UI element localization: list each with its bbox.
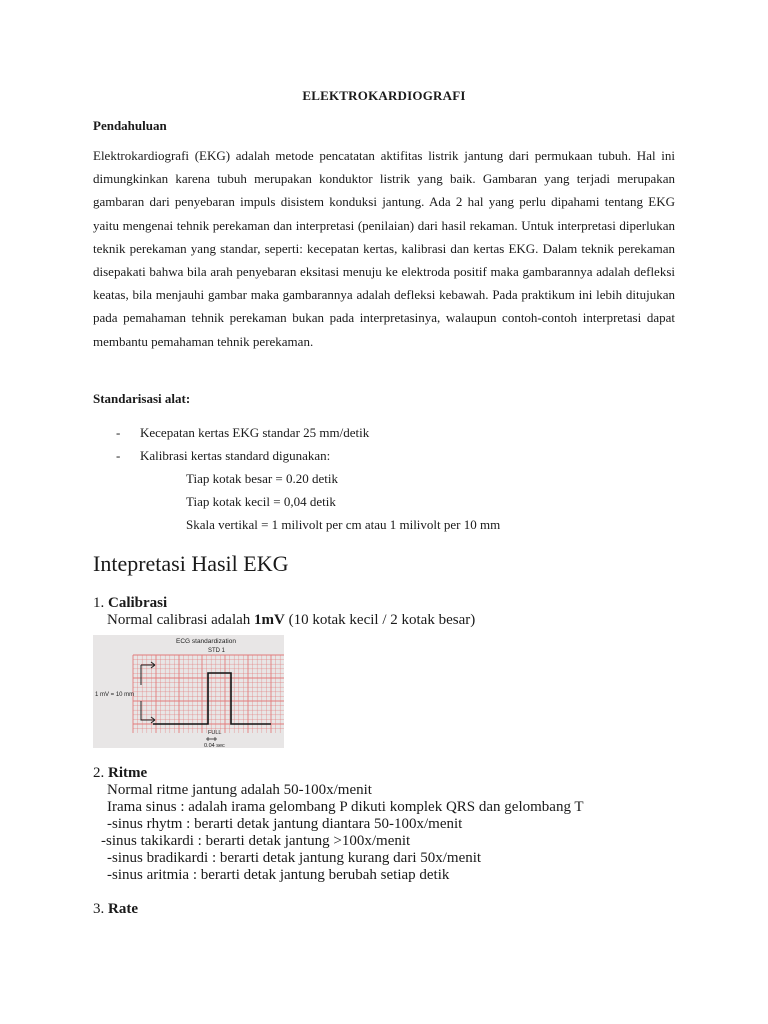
ritme-line: Normal ritme jantung adalah 50-100x/menit xyxy=(107,782,372,798)
list-item-text: Kalibrasi kertas standard digunakan: xyxy=(140,447,331,463)
ritme-line: Irama sinus : adalah irama gelombang P dikuti komplek QRS dan gelombang T xyxy=(107,799,584,815)
interpretation-heading: Intepretasi Hasil EKG xyxy=(93,551,289,576)
ritme-line: -sinus aritmia : berarti detak jantung berubah setiap detik xyxy=(107,867,450,883)
ecg-lead-label: STD 1 xyxy=(208,648,226,654)
standardization-list xyxy=(116,421,369,467)
list-item-text: Kecepatan kertas EKG standar 25 mm/detik xyxy=(140,424,370,440)
section-title: Calibrasi xyxy=(108,595,168,611)
section-calibrasi-line xyxy=(107,612,475,629)
ritme-line: -sinus takikardi : berarti detak jantung >100x/menit xyxy=(101,833,411,849)
section-number: 2. xyxy=(93,765,105,781)
section-number: 3. xyxy=(93,901,105,917)
section-ritme-heading xyxy=(93,765,147,782)
ritme-line: -sinus rhytm : berarti detak jantung diantara 50-100x/menit xyxy=(107,816,463,832)
sub-item: Skala vertikal = 1 milivolt per cm atau 1 milivolt per 10 mm xyxy=(186,517,501,532)
ecg-figure-title: ECG standardization xyxy=(176,638,236,645)
section-title: Ritme xyxy=(108,765,148,781)
scale-bracket-bottom xyxy=(141,701,155,720)
standardization-heading: Standarisasi alat: xyxy=(93,391,191,406)
scale-bracket-top xyxy=(141,665,155,685)
section-rate-heading xyxy=(93,901,138,918)
bullet-dash: - xyxy=(116,424,121,440)
line-bold-value: 1mV xyxy=(254,612,285,628)
section-calibrasi-heading xyxy=(93,595,167,612)
ecg-gain-label: FULL xyxy=(208,730,222,736)
list-item xyxy=(116,444,369,467)
line-text: (10 kotak kecil / 2 kotak besar) xyxy=(284,612,476,628)
intro-heading: Pendahuluan xyxy=(93,118,167,133)
line-text: Normal calibrasi adalah xyxy=(107,612,255,628)
sub-item: Tiap kotak besar = 0.20 detik xyxy=(186,471,339,486)
time-marker xyxy=(206,737,217,741)
ecg-scale-label: 1 mV = 10 mm xyxy=(95,692,135,698)
ecg-time-label: 0.04 sec xyxy=(204,743,225,748)
ritme-line: -sinus bradikardi : berarti detak jantung kurang dari 50x/menit xyxy=(107,850,482,866)
document-title: ELEKTROKARDIOGRAFI xyxy=(302,88,466,103)
bullet-dash: - xyxy=(116,447,121,463)
section-number: 1. xyxy=(93,595,105,611)
list-item xyxy=(116,421,369,444)
ecg-standardization-figure xyxy=(93,635,284,748)
sub-item: Tiap kotak kecil = 0,04 detik xyxy=(186,494,336,509)
intro-paragraph: Elektrokardiografi (EKG) adalah metode pencatatan aktifitas listrik jantung dari permukaan tubuh. Hal ini dimungkinkan karena tubuh merupakan konduktor listrik yang baik. Gambaran yang terjadi merupakan gambaran dari penyebaran impuls disistem konduksi jantung. Ada 2 hal yang perlu dipahami tentang EKG yaitu mengenai tehnik perekaman dan interpretasi (penilaian) dari hasil rekaman. Untuk interpretasi diperlukan teknik perekaman yang standar, seperti: kecepatan kertas, kalibrasi dan kertas EKG. Dalam teknik perekaman disepakati bahwa bila arah penyebaran eksitasi menuju ke elektroda positif maka gambarannya adalah defleksi keatas, bila menjauhi gambar maka gambarannya adalah defleksi kebawah. Pada praktikum ini lebih ditujukan pada pemahaman tehnik perekaman bukan pada interpretasinya, walaupun contoh-contoh interpretasi dapat membantu pemahaman tehnik perekaman. xyxy=(93,148,675,349)
ecg-figure-svg xyxy=(93,635,284,748)
calibration-pulse xyxy=(153,673,271,724)
section-title: Rate xyxy=(108,901,138,917)
